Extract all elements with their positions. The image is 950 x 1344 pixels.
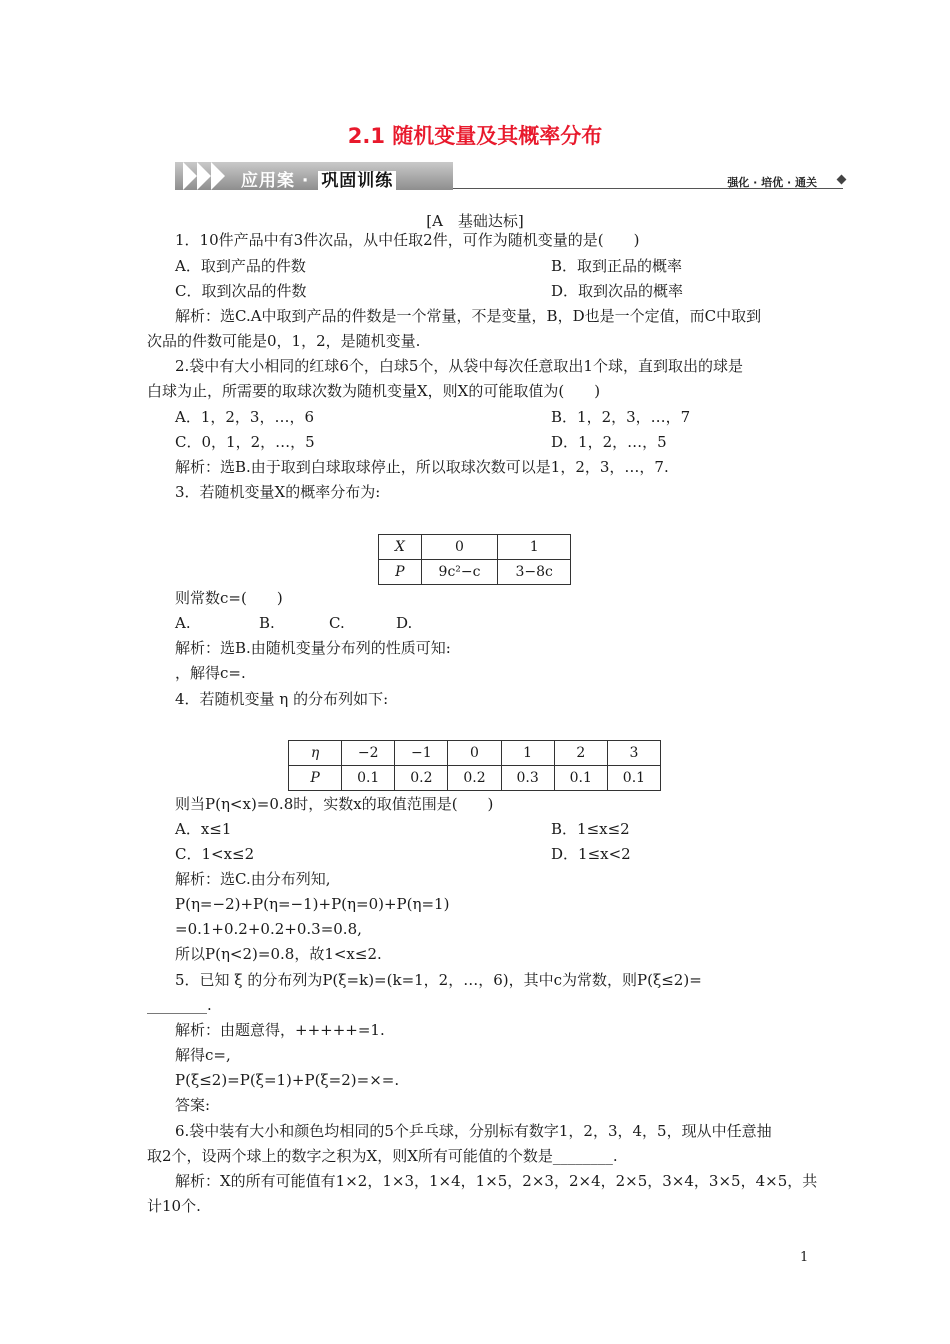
q3-option-c: C. [329,614,345,632]
banner-tagline: 强化 · 培优 · 通关 [727,176,817,189]
question-6: 6.袋中装有大小和颜色均相同的5个乒乓球，分别标有数字1，2，3，4，5，现从中任意抽 [175,1122,772,1140]
banner-left-label: 应用案 [241,171,295,191]
table-row [379,560,571,585]
table-cell: X [379,535,422,560]
q1-option-a: A．取到产品的件数 [175,257,306,275]
q4-solution-line-1: 解析：选C.由分布列知, [175,870,331,888]
table-cell: 0.2 [448,766,501,791]
q1-option-d: D．取到次品的概率 [551,282,684,300]
table-cell: 0 [421,535,498,560]
q4-option-b: B．1≤x≤2 [551,820,630,838]
table-cell: 3−8c [498,560,571,585]
chevron-icon [211,162,225,190]
table-row [289,741,661,766]
q6-solution-line-1: 解析：X的所有可能值有1×2，1×3，1×4，1×5，2×3，2×4，2×5，3×4，3×5，4×5，共 [175,1172,818,1190]
q2-option-c: C．0，1，2，…，5 [175,433,315,451]
table-cell: 9c²−c [421,560,498,585]
q4-question: 则当P(η<x)=0.8时，实数x的取值范围是( ) [175,795,494,813]
table-cell: 3 [607,741,660,766]
table-cell: P [289,766,342,791]
chevron-icon [197,162,211,190]
table-cell: 0.1 [554,766,607,791]
table-cell: 2 [554,741,607,766]
q5-solution-line-1: 解析：由题意得，+++++=1. [175,1021,385,1039]
q3-solution-line-2: ，解得c=. [175,664,246,682]
table-cell: −1 [395,741,448,766]
q6-solution-line-2: 计10个. [147,1197,201,1215]
question-1: 1．10件产品中有3件次品，从中任取2件，可作为随机变量的是( ) [175,231,640,249]
q4-solution-line-3: =0.1+0.2+0.2+0.3=0.8, [175,920,362,938]
banner-dot: · [301,171,310,191]
q4-option-d: D．1≤x<2 [551,845,631,863]
question-3: 3．若随机变量X的概率分布为: [175,483,381,501]
table-cell: 0.1 [607,766,660,791]
banner-right-label: 巩固训练 [318,171,396,191]
q3-option-b: B. [259,614,275,632]
q4-option-a: A．x≤1 [175,820,232,838]
q4-solution-line-4: 所以P(η<2)=0.8，故1<x≤2. [175,945,382,963]
chevron-icon [183,162,197,190]
q5-answer: 答案: [175,1096,211,1114]
question-4: 4．若随机变量 η 的分布列如下: [175,690,389,708]
diamond-icon [837,175,847,185]
distribution-table-x [378,534,571,585]
q3-solution-line-1: 解析：选B.由随机变量分布列的性质可知: [175,639,451,657]
q2-option-b: B．1，2，3，…，7 [551,408,691,426]
table-cell: 0.2 [395,766,448,791]
section-banner [175,158,847,194]
question-2-cont: 白球为止，所需要的取球次数为随机变量X，则X的可能取值为( ) [147,382,601,400]
banner-label [241,166,396,191]
table-cell: 1 [501,741,554,766]
table-cell: 0.1 [342,766,395,791]
q2-option-a: A．1，2，3，…，6 [175,408,315,426]
q1-solution-line-1: 解析：选C.A中取到产品的件数是一个常量，不是变量，B，D也是一个定值，而C中取到 [175,307,762,325]
q4-solution-line-2: P(η=−2)+P(η=−1)+P(η=0)+P(η=1) [175,895,450,913]
table-cell: η [289,741,342,766]
q1-option-b: B．取到正品的概率 [551,257,683,275]
table-cell: 1 [498,535,571,560]
section-label: [A 基础达标] [426,212,524,230]
table-cell: −2 [342,741,395,766]
q1-option-c: C．取到次品的件数 [175,282,307,300]
q2-solution: 解析：选B.由于取到白球取球停止，所以取球次数可以是1，2，3，…，7. [175,458,669,476]
question-5: 5．已知 ξ 的分布列为P(ξ=k)=(k=1，2，…，6)，其中c为常数，则P(ξ≤2)= [175,971,702,989]
q5-answer-blank: ________. [147,996,212,1014]
page-number: 1 [800,1250,809,1265]
q3-question: 则常数c=( ) [175,589,283,607]
q5-solution-line-2: 解得c=, [175,1046,231,1064]
q3-option-d: D. [396,614,413,632]
table-row [379,535,571,560]
table-row [289,766,661,791]
distribution-table-eta [288,740,661,791]
table-cell: 0.3 [501,766,554,791]
question-2: 2.袋中有大小相同的红球6个，白球5个，从袋中每次任意取出1个球，直到取出的球是 [175,357,743,375]
question-6-cont: 取2个，设两个球上的数字之积为X，则X所有可能值的个数是________. [147,1147,618,1165]
q5-solution-line-3: P(ξ≤2)=P(ξ=1)+P(ξ=2)=×=. [175,1071,400,1089]
table-cell: P [379,560,422,585]
q2-option-d: D．1，2，…，5 [551,433,667,451]
q1-solution-line-2: 次品的件数可能是0，1，2，是随机变量. [147,332,421,350]
q4-option-c: C．1<x≤2 [175,845,255,863]
table-cell: 0 [448,741,501,766]
q3-option-a: A. [175,614,191,632]
page-title: 2.1 随机变量及其概率分布 [347,124,603,148]
